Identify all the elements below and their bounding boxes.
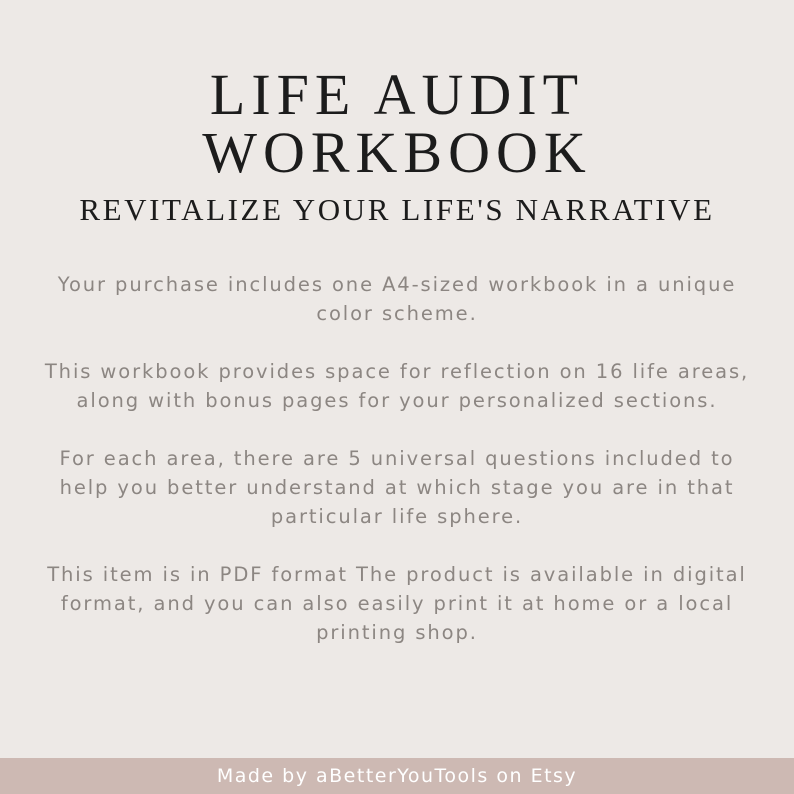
title-line-1: LIFE AUDIT <box>209 62 585 127</box>
description <box>40 270 754 676</box>
paragraph-purchase: Your purchase includes one A4-sized workbook in a unique color scheme. <box>57 273 737 325</box>
footer-banner <box>0 758 794 794</box>
paragraph-questions: For each area, there are 5 universal questions included to help you better understand at which stage you are in that particular life sphere. <box>59 447 735 528</box>
header <box>0 62 794 230</box>
paragraph-life-areas: This workbook provides space for reflection on 16 life areas, along with bonus pages for your personalized sections. <box>44 360 750 412</box>
paragraph-format: This item is in PDF format The product is available in digital format, and you can also easily print it at home or a local printing shop. <box>47 563 747 644</box>
footer-text: Made by aBetterYouTools on Etsy <box>216 765 578 787</box>
title-line-2: WORKBOOK <box>202 120 592 185</box>
subtitle: REVITALIZE YOUR LIFE'S NARRATIVE <box>79 192 715 227</box>
